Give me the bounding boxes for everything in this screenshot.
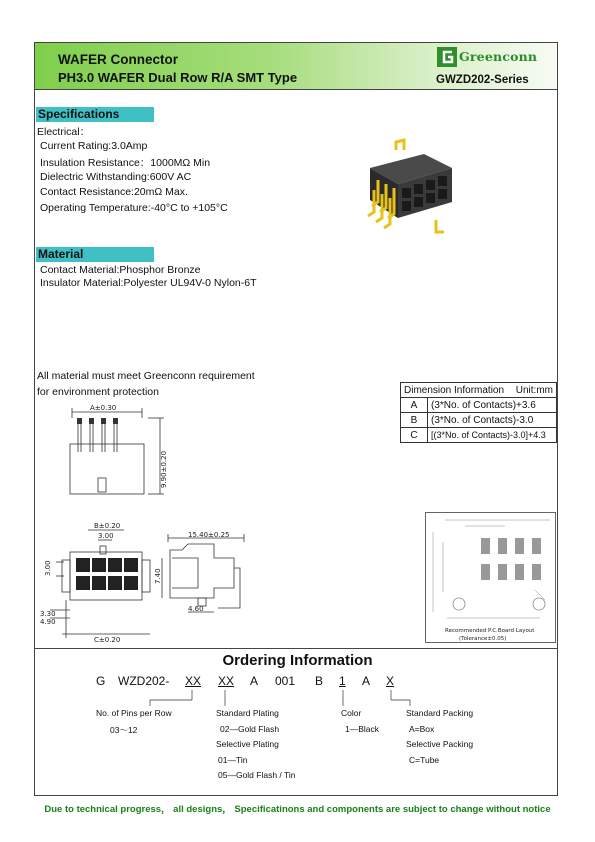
- part-a: A: [250, 674, 259, 688]
- footer-notice: Due to technical progress， all designs， Specificatinons and components are subject to change without notice: [44, 804, 551, 815]
- selective-plating-option: 05—Gold Flash / Tin: [218, 770, 296, 780]
- part-a2: A: [362, 674, 371, 688]
- electrical-label: Electrical：: [37, 126, 91, 138]
- logo-text: Greenconn: [459, 49, 538, 64]
- side-dim-width: 15.40±0.25: [188, 531, 230, 539]
- front-dim-a: A±0.30: [90, 404, 117, 412]
- bottom-dim-c: C±0.20: [94, 636, 121, 644]
- part-pins: XX: [185, 674, 202, 688]
- bottom-dim-330: 3.30: [40, 610, 56, 618]
- standard-packing-label: Standard Packing: [406, 708, 474, 718]
- dimension-value: (3*No. of Contacts)-3.0: [428, 413, 557, 428]
- side-dim-460: 4.60: [188, 605, 204, 613]
- requirement-line: for environment protection: [37, 386, 159, 398]
- product-subtitle: PH3.0 WAFER Dual Row R/A SMT Type: [58, 70, 298, 85]
- dimension-value: (3*No. of Contacts)+3.6: [428, 398, 557, 413]
- pins-label: No. of Pins per Row: [96, 708, 172, 718]
- color-option: 1—Black: [345, 724, 380, 734]
- material-item: Contact Material:Phosphor Bronze: [40, 264, 201, 276]
- part-series: WZD202-: [118, 674, 170, 688]
- selective-packing-option: C=Tube: [409, 755, 440, 765]
- front-dim-height: 9.90±0.20: [160, 450, 168, 488]
- pcb-caption: Recommended P.C.Board Layout: [445, 628, 535, 634]
- series-label: GWZD202-Series: [436, 74, 529, 86]
- spec-item: Insulation Resistance：1000MΩ Min: [40, 157, 211, 169]
- part-b: B: [315, 674, 324, 688]
- color-label: Color: [341, 708, 362, 718]
- pcb-tolerance: (Tolerance±0.05): [459, 636, 507, 642]
- standard-plating-option: 02—Gold Flash: [220, 724, 280, 734]
- ordering-title: Ordering Information: [222, 652, 373, 669]
- dimension-key: A: [401, 398, 428, 413]
- dimension-value: [(3*No. of Contacts)-3.0]+4.3: [428, 428, 557, 443]
- bottom-dim-300: 3.00: [98, 532, 114, 540]
- bottom-dim-490: 4.90: [40, 618, 56, 626]
- selective-packing-label: Selective Packing: [406, 739, 474, 749]
- material-item: Insulator Material:Polyester UL94V-0 Nylon-6T: [40, 277, 257, 289]
- requirement-line: All material must meet Greenconn requirement: [37, 370, 255, 382]
- part-plating: XX: [218, 674, 235, 688]
- part-color: 1: [339, 674, 346, 688]
- part-number: 001: [275, 674, 296, 688]
- bottom-dim-b: B±0.20: [94, 522, 121, 530]
- spec-item: Current Rating:3.0Amp: [40, 140, 148, 152]
- part-packing: X: [386, 674, 395, 688]
- standard-packing-option: A=Box: [409, 724, 435, 734]
- specifications-heading: Specifications: [36, 107, 154, 122]
- selective-plating-label: Selective Plating: [216, 739, 279, 749]
- spec-item: Contact Resistance:20mΩ Max.: [40, 186, 188, 198]
- standard-plating-label: Standard Plating: [216, 708, 279, 718]
- selective-plating-option: 01—Tin: [218, 755, 248, 765]
- dimension-key: C: [401, 428, 428, 443]
- dimension-unit: Unit:mm: [515, 384, 553, 396]
- part-g: G: [96, 674, 106, 688]
- dimension-key: B: [401, 413, 428, 428]
- material-heading: Material: [36, 247, 154, 262]
- pins-range: 03～12: [110, 725, 138, 735]
- side-dim-740: 7.40: [154, 568, 162, 584]
- spec-item: Operating Temperature:-40°C to +105°C: [40, 202, 228, 214]
- spec-item: Dielectric Withstanding:600V AC: [40, 171, 192, 183]
- product-title: WAFER Connector: [58, 52, 178, 67]
- dimension-header-label: Dimension Information: [404, 384, 505, 396]
- bottom-dim-300-vertical: 3.00: [44, 560, 52, 576]
